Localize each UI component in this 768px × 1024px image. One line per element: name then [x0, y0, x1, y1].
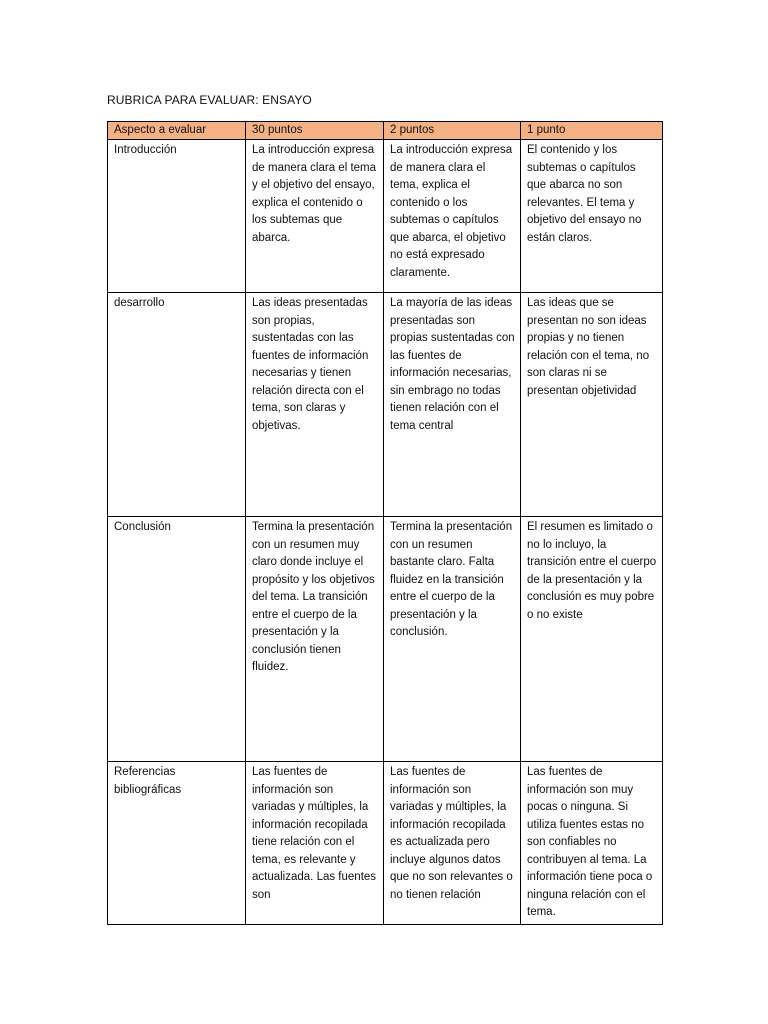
table-header-row [108, 122, 663, 140]
table-row [108, 293, 663, 517]
cell-30-points: Las ideas presentadas son propias, sustentadas con las fuentes de información necesarias y tienen relación directa con el tema, son claras y objetivas. [246, 293, 384, 517]
cell-30-points: Las fuentes de información son variadas y múltiples, la información recopilada tiene relación con el tema, es relevante y actualizada. Las fuentes son [246, 762, 384, 925]
page-title: RUBRICA PARA EVALUAR: ENSAYO [107, 93, 312, 107]
cell-2-points: Las fuentes de información son variadas y múltiples, la información recopilada es actualizada pero incluye algunos datos que no son relevantes o no tienen relación [384, 762, 521, 925]
table-row [108, 762, 663, 925]
cell-1-point: El contenido y los subtemas o capítulos que abarca no son relevantes. El tema y objetivo del ensayo no están claros. [521, 140, 663, 293]
cell-30-points: La introducción expresa de manera clara el tema y el objetivo del ensayo, explica el contenido o los subtemas que abarca. [246, 140, 384, 293]
rubric-table [107, 121, 663, 925]
aspect-referencias: Referencias bibliográficas [108, 762, 246, 925]
cell-2-points: La introducción expresa de manera clara el tema, explica el contenido o los subtemas o capítulos que abarca, el objetivo no está expresado claramente. [384, 140, 521, 293]
header-30-points: 30 puntos [246, 122, 384, 140]
cell-30-points: Termina la presentación con un resumen muy claro donde incluye el propósito y los objetivos del tema. La transición entre el cuerpo de la presentación y la conclusión tienen fluidez. [246, 517, 384, 762]
header-1-point: 1 punto [521, 122, 663, 140]
header-2-points: 2 puntos [384, 122, 521, 140]
aspect-conclusion: Conclusión [108, 517, 246, 762]
aspect-introduccion: Introducción [108, 140, 246, 293]
table-row [108, 140, 663, 293]
aspect-desarrollo: desarrollo [108, 293, 246, 517]
table-row [108, 517, 663, 762]
cell-2-points: Termina la presentación con un resumen bastante claro. Falta fluidez en la transición entre el cuerpo de la presentación y la conclusión. [384, 517, 521, 762]
cell-1-point: El resumen es limitado o no lo incluyo, la transición entre el cuerpo de la presentación y la conclusión es muy pobre o no existe [521, 517, 663, 762]
cell-1-point: Las ideas que se presentan no son ideas propias y no tienen relación con el tema, no son claras ni se presentan objetividad [521, 293, 663, 517]
cell-1-point: Las fuentes de información son muy pocas o ninguna. Si utiliza fuentes estas no son confiables no contribuyen al tema. La información tiene poca o ninguna relación con el tema. [521, 762, 663, 925]
header-aspect: Aspecto a evaluar [108, 122, 246, 140]
cell-2-points: La mayoría de las ideas presentadas son propias sustentadas con las fuentes de información necesarias, sin embrago no todas tienen relación con el tema central [384, 293, 521, 517]
